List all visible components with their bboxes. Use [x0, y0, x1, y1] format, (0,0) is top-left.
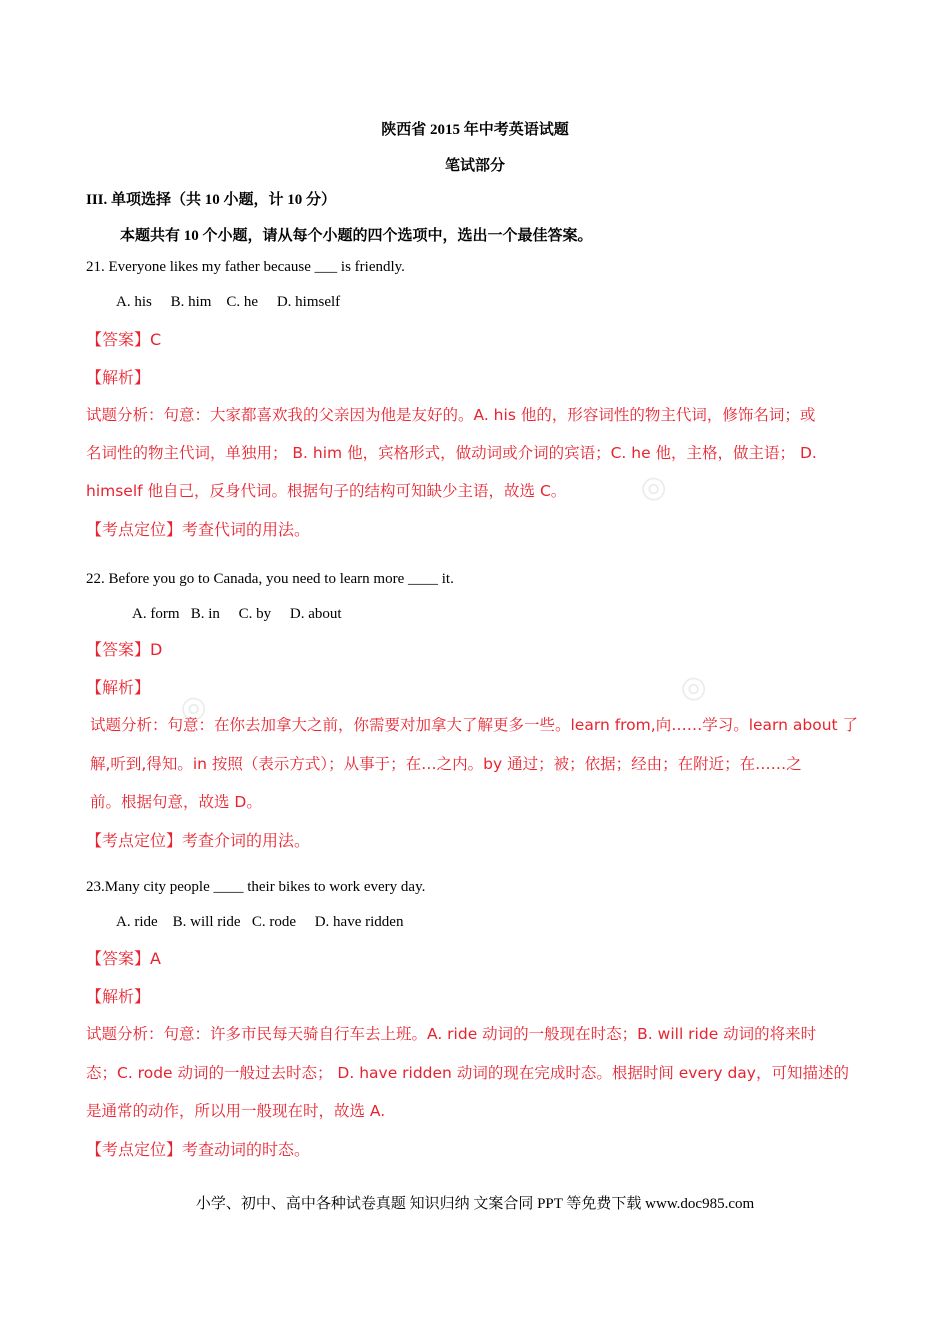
question-stem: 21. Everyone likes my father because ___ is friendly. — [86, 259, 405, 275]
analysis-label: 【解析】 — [86, 678, 151, 697]
analysis-label: 【解析】 — [86, 368, 151, 387]
analysis-label: 【解析】 — [86, 987, 151, 1006]
analysis-text: 试题分析：句意：在你去加拿大之前，你需要对加拿大了解更多一些。learn from,向……学习。learn about 了 — [90, 716, 859, 734]
page-footer: 小学、初中、高中各种试卷真题 知识归纳 文案合同 PPT 等免费下载 www.doc985.com — [195, 1196, 755, 1212]
point-label: 【考点定位】考查介词的用法。 — [86, 831, 311, 850]
section-instruction: 本题共有 10 个小题，请从每个小题的四个选项中，选出一个最佳答案。 — [120, 228, 593, 244]
point-label: 【考点定位】考查动词的时态。 — [86, 1140, 311, 1159]
watermark-logo: ◎ — [174, 686, 212, 729]
analysis-text: 试题分析：句意：许多市民每天骑自行车去上班。A. ride 动词的一般现在时态；B. will ride 动词的将来时 — [86, 1025, 817, 1043]
watermark-logo: ◎ — [674, 666, 712, 709]
section-heading: III. 单项选择（共 10 小题，计 10 分） — [86, 192, 337, 208]
analysis-text: 是通常的动作，所以用一般现在时，故选 A. — [86, 1102, 386, 1120]
page-subtitle: 笔试部分 — [444, 158, 505, 174]
analysis-text: 前。根据句意，故选 D。 — [90, 793, 262, 811]
analysis-text: 名词性的物主代词，单独用； B. him 他，宾格形式，做动词或介词的宾语；C. he 他，主格，做主语； D. — [86, 444, 817, 462]
question-options: A. ride B. will ride C. rode D. have ridden — [116, 914, 404, 930]
question-options: A. form B. in C. by D. about — [132, 606, 342, 622]
answer-label: 【答案】C — [86, 330, 162, 349]
answer-label: 【答案】A — [86, 949, 161, 968]
point-label: 【考点定位】考查代词的用法。 — [86, 520, 311, 539]
analysis-text: 态；C. rode 动词的一般过去时态； D. have ridden 动词的现在完成时态。根据时间 every day，可知描述的 — [86, 1064, 849, 1082]
answer-label: 【答案】D — [86, 640, 163, 659]
page-title: 陕西省 2015 年中考英语试题 — [381, 122, 569, 138]
analysis-text: 解,听到,得知。in 按照（表示方式）；从事于；在…之内。by 通过；被；依据；经由；在附近；在……之 — [90, 755, 802, 773]
question-options: A. his B. him C. he D. himself — [116, 294, 341, 310]
analysis-text: 试题分析：句意：大家都喜欢我的父亲因为他是友好的。A. his 他的，形容词性的物主代词，修饰名词；或 — [86, 406, 816, 424]
question-stem: 22. Before you go to Canada, you need to learn more ____ it. — [86, 571, 454, 587]
analysis-text: himself 他自己，反身代词。根据句子的结构可知缺少主语，故选 C。 — [86, 482, 567, 500]
watermark-logo: ◎ — [634, 466, 672, 509]
question-stem: 23.Many city people ____ their bikes to work every day. — [86, 879, 426, 895]
